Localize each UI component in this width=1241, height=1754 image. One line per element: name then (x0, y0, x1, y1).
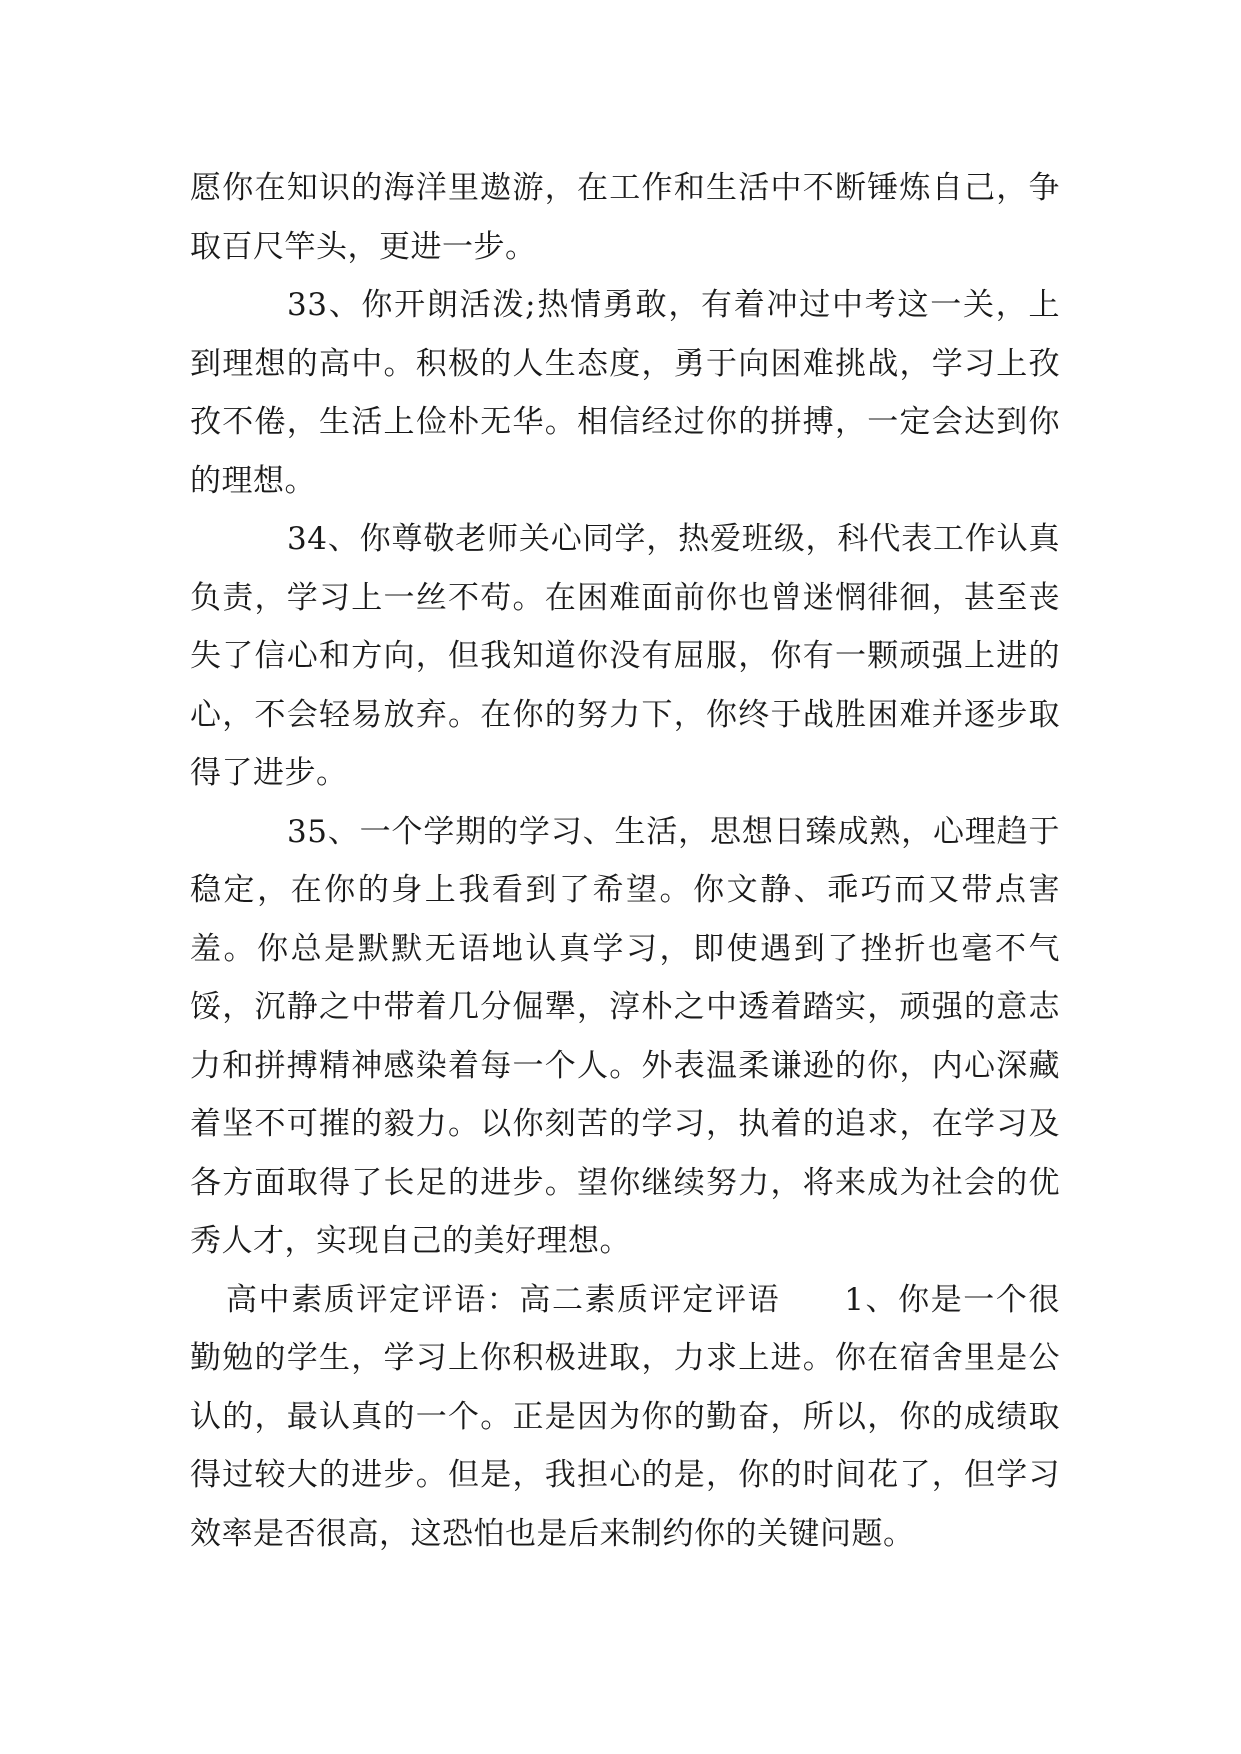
paragraph-34: 34、你尊敬老师关心同学，热爱班级，科代表工作认真负责，学习上一丝不苟。在困难面前你也曾迷惘徘徊，甚至丧失了信心和方向，但我知道你没有屈服，你有一颗顽强上进的心，不会轻易放弃。在你的努力下，你终于战胜困难并逐步取得了进步。 (190, 521, 1060, 791)
paragraph-continuation: 愿你在知识的海洋里遨游，在工作和生活中不断锤炼自己，争取百尺竿头，更进一步。 (190, 170, 1060, 265)
section-body: 1、你是一个很勤勉的学生，学习上你积极进取，力求上进。你在宿舍里是公认的，最认真的一个。正是因为你的勤奋，所以，你的成绩取得过较大的进步。但是，我担心的是，你的时间花了，但学习效率是否很高，这恐怕也是后来制约你的关键问题。 (190, 1281, 1061, 1552)
paragraph-35: 35、一个学期的学习、生活，思想日臻成熟，心理趋于稳定，在你的身上我看到了希望。你文静、乖巧而又带点害羞。你总是默默无语地认真学习，即使遇到了挫折也毫不气馁，沉静之中带着几分倔犟，淳朴之中透着踏实，顽强的意志力和拼搏精神感染着每一个人。外表温柔谦逊的你，内心深藏着坚不可摧的毅力。以你刻苦的学习，执着的追求，在学习及各方面取得了长足的进步。望你继续努力，将来成为社会的优秀人才，实现自己的美好理想。 (190, 813, 1060, 1259)
section-paragraph (190, 1271, 1060, 1564)
paragraph-33: 33、你开朗活泼;热情勇敢，有着冲过中考这一关，上到理想的高中。积极的人生态度，勇于向困难挑战，学习上孜孜不倦，生活上俭朴无华。相信经过你的拼搏，一定会达到你的理想。 (190, 287, 1060, 499)
section-heading: 高中素质评定评语：高二素质评定评语 (226, 1281, 781, 1318)
document-body (190, 159, 1060, 1563)
